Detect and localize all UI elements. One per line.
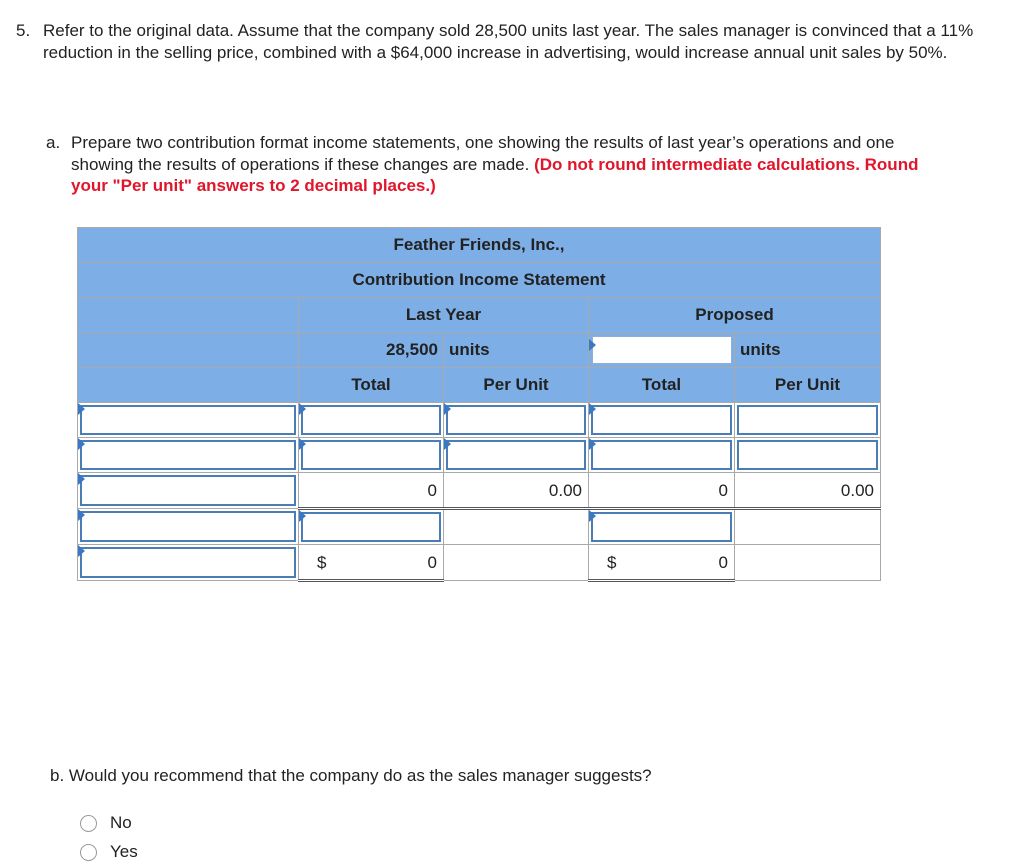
row1-pr-total-cell[interactable] [589, 403, 735, 438]
option-yes-label[interactable]: Yes [110, 842, 138, 861]
row3-label-input[interactable] [80, 475, 296, 506]
currency-symbol: $ [317, 553, 327, 572]
row1-pr-unit-cell[interactable] [735, 403, 881, 438]
row2-pr-total-cell[interactable] [589, 438, 735, 473]
pr-per-unit-header: Per Unit [735, 368, 881, 403]
row1-ly-total-input[interactable] [301, 405, 441, 435]
rounding-note: (Do not round intermediate calculations. Round your "Per unit" answers to 2 decimal places.) [71, 154, 919, 195]
row5-ly-total: $ 0 [299, 545, 444, 581]
dropdown-marker-icon [299, 403, 306, 415]
row3-pr-total: 0 [589, 473, 735, 509]
proposed-units-input[interactable] [592, 336, 732, 364]
row1-label-input[interactable] [80, 405, 296, 435]
row3-ly-per-unit: 0.00 [444, 473, 589, 509]
question-5 [16, 20, 1006, 63]
income-statement-table [77, 227, 881, 582]
row2-pr-unit-cell[interactable] [735, 438, 881, 473]
row2-ly-unit-input[interactable] [446, 440, 586, 470]
row2-label-cell[interactable] [78, 438, 299, 473]
row1-ly-total-cell[interactable] [299, 403, 444, 438]
last-year-units: 28,500 [299, 333, 444, 368]
row2-label-input[interactable] [80, 440, 296, 470]
row5-pr-total: $ 0 [589, 545, 735, 581]
dropdown-marker-icon [589, 339, 596, 351]
dropdown-marker-icon [78, 509, 85, 521]
question-text: Refer to the original data. Assume that the company sold 28,500 units last year. The sales manager is convinced that a 11% reduction in the selling price, combined with a $64,000 increase in advertising, would increase annual unit sales by 50%. [43, 21, 974, 62]
row4-label-cell[interactable] [78, 509, 299, 545]
row5-label-input[interactable] [80, 547, 296, 578]
dropdown-marker-icon [589, 403, 596, 415]
row3-ly-total: 0 [299, 473, 444, 509]
part-a-number: a. [46, 133, 61, 152]
row1-pr-total-input[interactable] [591, 405, 732, 435]
row2-ly-total-input[interactable] [301, 440, 441, 470]
dropdown-marker-icon [444, 438, 451, 450]
row1-ly-unit-cell[interactable] [444, 403, 589, 438]
dropdown-marker-icon [299, 510, 306, 522]
proposed-header: Proposed [589, 298, 881, 333]
part-b-question: b. Would you recommend that the company do as the sales manager suggests? [50, 766, 652, 785]
dropdown-marker-icon [299, 438, 306, 450]
part-a [46, 132, 926, 197]
proposed-units-cell [589, 333, 735, 368]
row4-pr-total-input[interactable] [591, 512, 732, 542]
dropdown-marker-icon [78, 545, 85, 557]
radio-yes[interactable] [80, 844, 97, 861]
ly-per-unit-header: Per Unit [444, 368, 589, 403]
row4-ly-total-input[interactable] [301, 512, 441, 542]
part-a-instructions: Prepare two contribution format income statements, one showing the results of last year’s operations and one showing the results of operations if these changes are made. [71, 133, 895, 174]
dropdown-marker-icon [78, 473, 85, 485]
last-year-header: Last Year [299, 298, 589, 333]
question-number: 5. [16, 21, 31, 40]
row4-label-input[interactable] [80, 511, 296, 542]
proposed-units-label: units [735, 333, 881, 368]
company-name: Feather Friends, Inc., [78, 228, 881, 263]
dropdown-marker-icon [78, 403, 85, 415]
statement-title: Contribution Income Statement [78, 263, 881, 298]
ly-total-header: Total [299, 368, 444, 403]
row1-label-cell[interactable] [78, 403, 299, 438]
pr-total-header: Total [589, 368, 735, 403]
last-year-units-label: units [444, 333, 589, 368]
row2-pr-unit-input[interactable] [737, 440, 878, 470]
row3-pr-per-unit: 0.00 [735, 473, 881, 509]
dropdown-marker-icon [589, 438, 596, 450]
currency-symbol: $ [607, 553, 617, 572]
row4-ly-total-cell[interactable] [299, 509, 444, 545]
row4-pr-total-cell[interactable] [589, 509, 735, 545]
row2-ly-unit-cell[interactable] [444, 438, 589, 473]
dropdown-marker-icon [444, 403, 451, 415]
radio-no[interactable] [80, 815, 97, 832]
dropdown-marker-icon [78, 438, 85, 450]
dropdown-marker-icon [589, 510, 596, 522]
part-a-text [71, 132, 926, 197]
row2-pr-total-input[interactable] [591, 440, 732, 470]
row1-pr-unit-input[interactable] [737, 405, 878, 435]
row2-ly-total-cell[interactable] [299, 438, 444, 473]
option-no-label[interactable]: No [110, 813, 132, 832]
row1-ly-unit-input[interactable] [446, 405, 586, 435]
row5-label-cell[interactable] [78, 545, 299, 581]
row3-label-cell[interactable] [78, 473, 299, 509]
